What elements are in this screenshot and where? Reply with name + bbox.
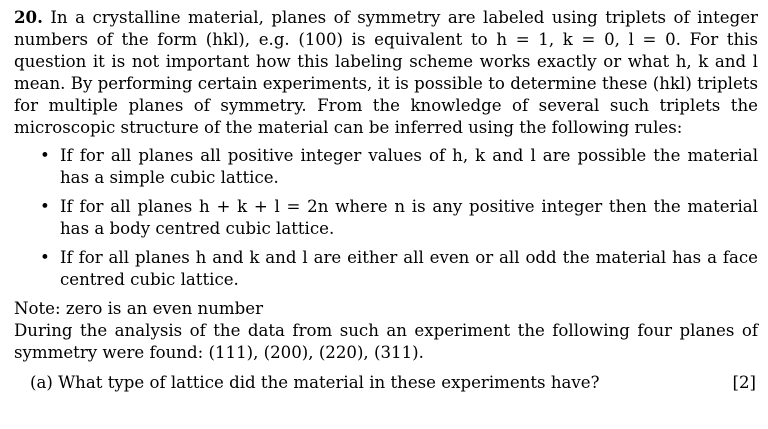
- question-block: [14, 6, 758, 394]
- question-number: 20.: [14, 7, 43, 27]
- part-label: (a): [30, 373, 53, 392]
- rule-item: [14, 247, 758, 291]
- part-text: What type of lattice did the material in these experiments have?: [58, 373, 600, 392]
- note-text: Note: zero is an even number: [14, 299, 264, 318]
- question-intro: [14, 6, 758, 139]
- rule-item: [14, 145, 758, 189]
- rules-list: [14, 145, 758, 291]
- bullet-icon: •: [40, 146, 50, 165]
- rule-text: If for all planes all positive integer values of h, k and l are possible the material has a simple cubic lattice.: [60, 146, 758, 187]
- data-paragraph: During the analysis of the data from such an experiment the following four planes of symmetry were found: (111), (200), (220), (311).: [14, 321, 758, 362]
- bullet-icon: •: [40, 197, 50, 216]
- marks-badge: [2]: [732, 373, 756, 392]
- question-part-a: [14, 372, 758, 394]
- question-intro-text: In a crystalline material, planes of symmetry are labeled using triplets of integer numbers of the form (hkl), e.g. (100) is equivalent to h = 1, k = 0, l = 0. For this question it is not important how this labeling scheme works exactly or what h, k and l mean. By performing certain experiments, it is possible to determine these (hkl) triplets for multiple planes of symmetry. From the knowledge of several such triplets the microscopic structure of the material can be inferred using the following rules:: [14, 8, 758, 137]
- rule-text: If for all planes h + k + l = 2n where n is any positive integer then the material has a body centred cubic lattice.: [60, 197, 758, 238]
- bullet-icon: •: [40, 248, 50, 267]
- rule-text: If for all planes h and k and l are either all even or all odd the material has a face centred cubic lattice.: [60, 248, 758, 289]
- rule-item: [14, 196, 758, 240]
